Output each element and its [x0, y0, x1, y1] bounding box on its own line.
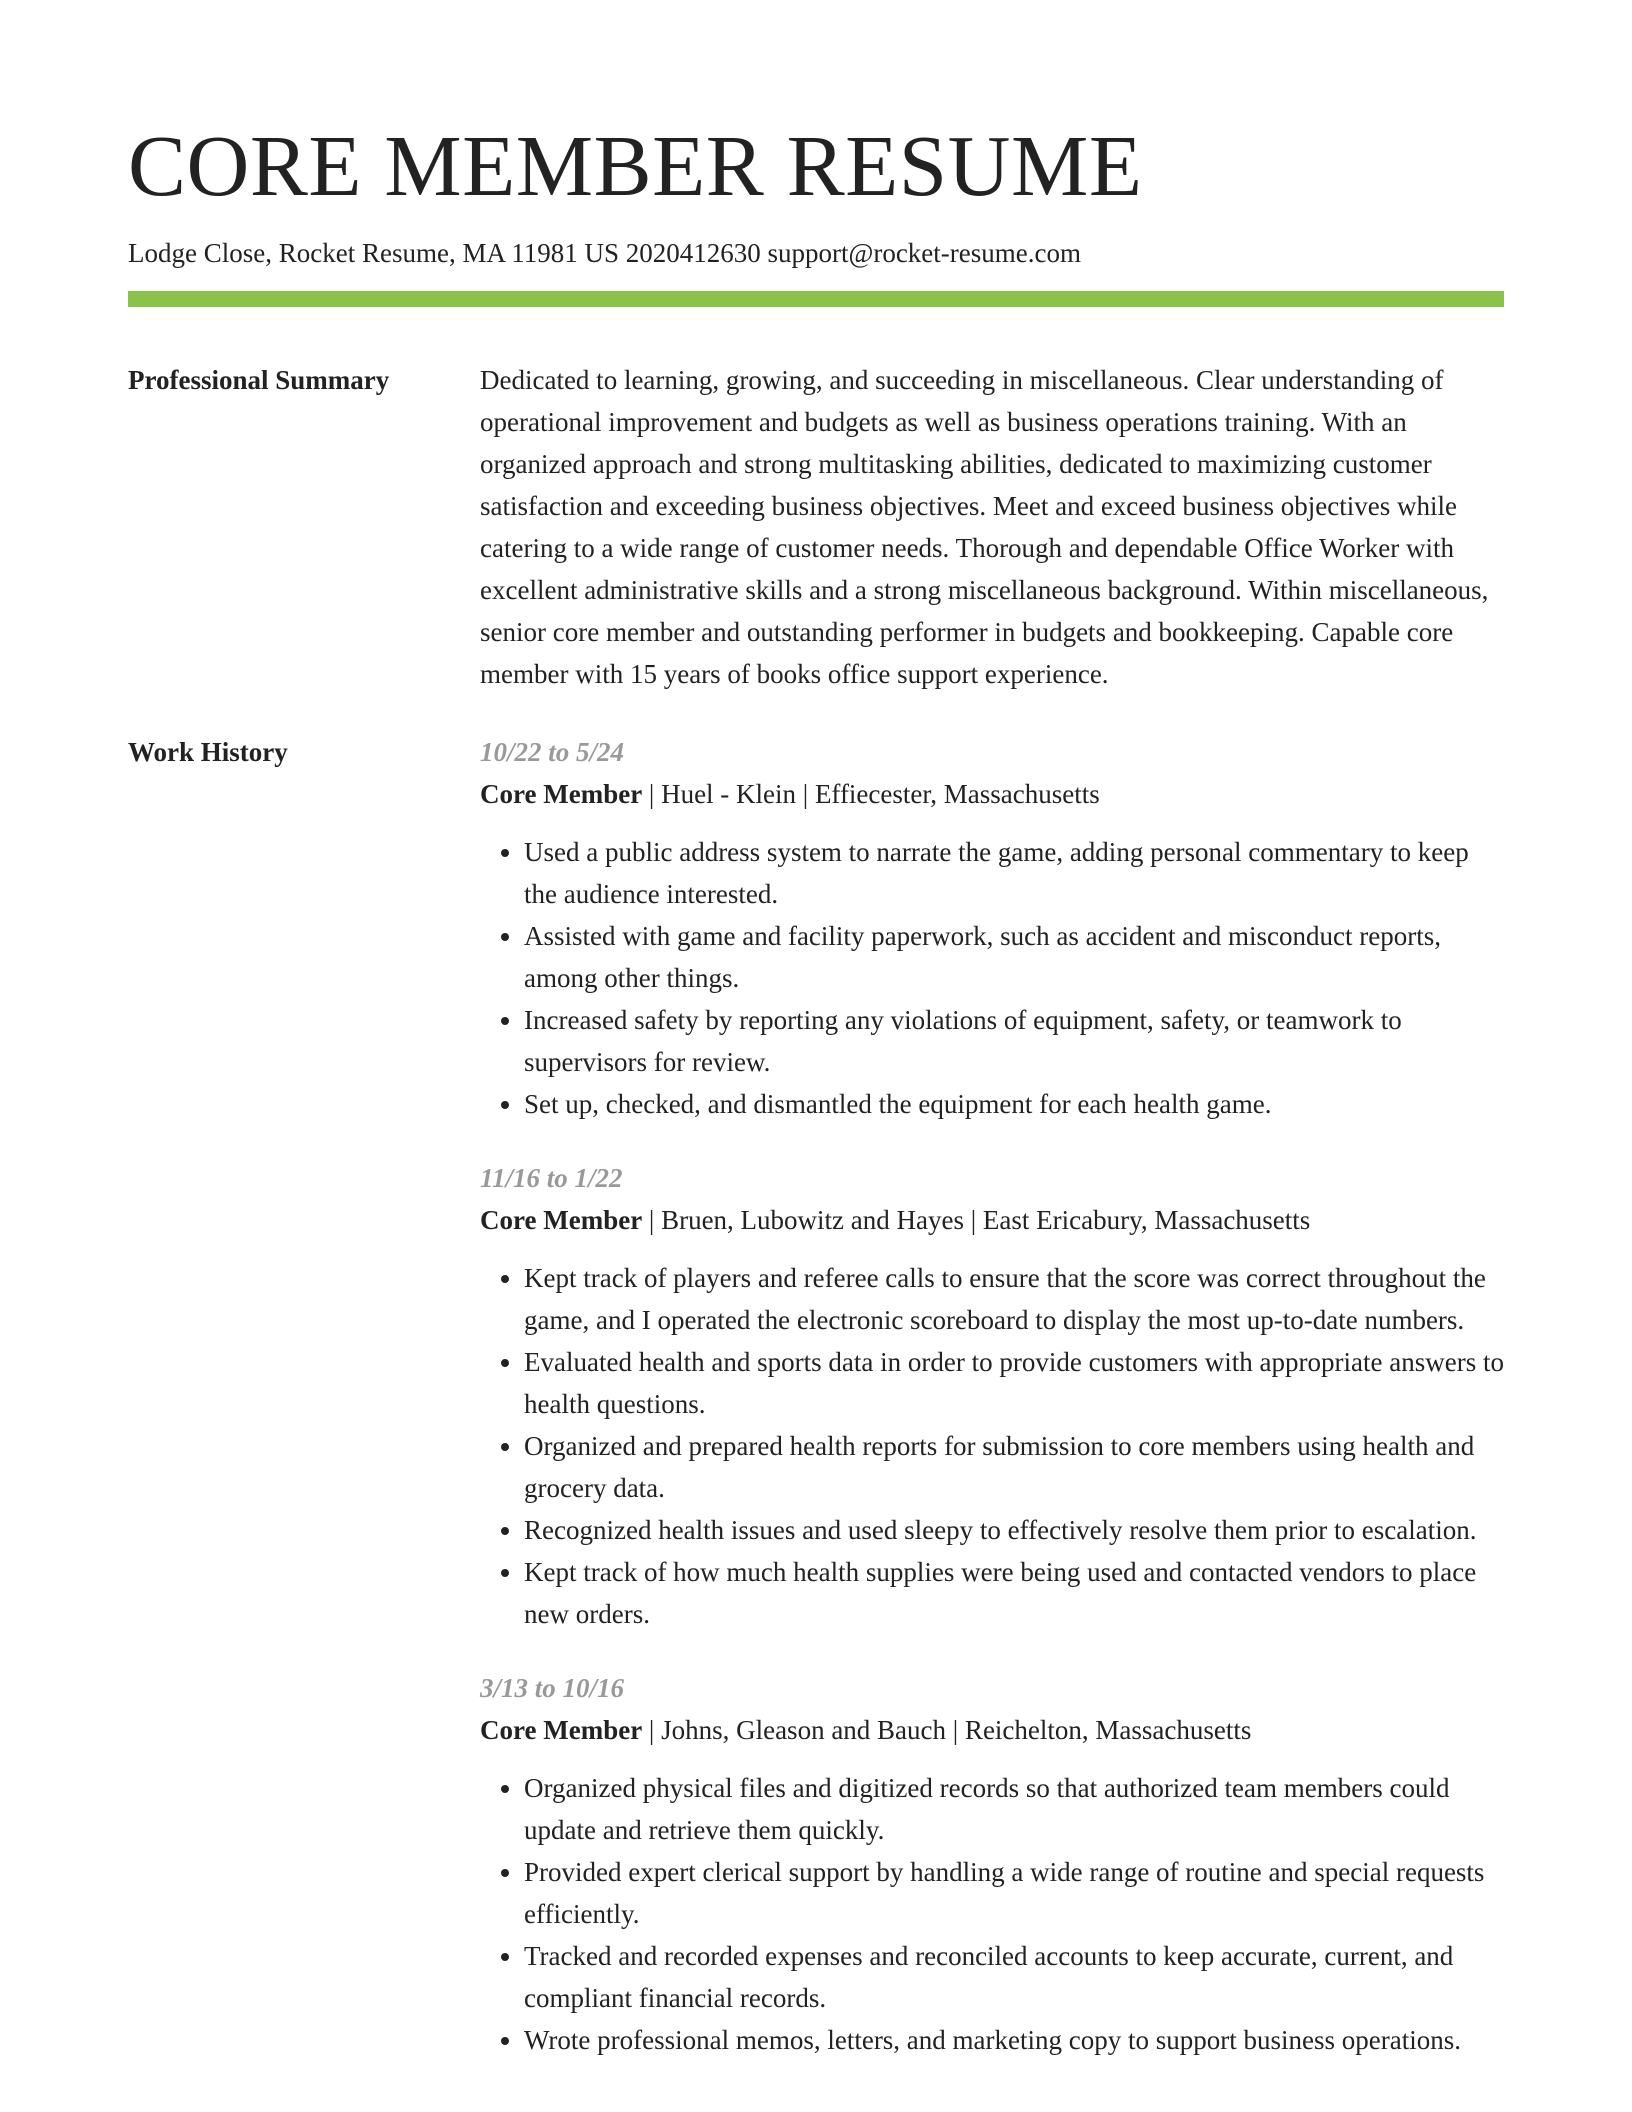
accent-divider: [128, 291, 1504, 307]
job-entry: [480, 1667, 1504, 2061]
work-history-section: [128, 731, 1504, 2093]
job-bullet: • Organized physical files and digitized records so that authorized team members could update and retrieve them quickly.: [524, 1767, 1504, 1851]
job-bullet-list: [480, 1767, 1504, 2061]
job-bullet: • Assisted with game and facility paperwork, such as accident and misconduct reports, among other things.: [524, 915, 1504, 999]
work-history-body: [480, 731, 1504, 2093]
job-bullet: • Organized and prepared health reports for submission to core members using health and grocery data.: [524, 1425, 1504, 1509]
job-bullet: • Tracked and recorded expenses and reconciled accounts to keep accurate, current, and compliant financial records.: [524, 1935, 1504, 2019]
job-role: Core Member: [480, 1204, 643, 1235]
job-details: | Huel - Klein | Effiecester, Massachusetts: [642, 778, 1100, 809]
job-entry: [480, 731, 1504, 1125]
job-bullet: • Evaluated health and sports data in order to provide customers with appropriate answers to health questions.: [524, 1341, 1504, 1425]
job-bullet: • Used a public address system to narrate the game, adding personal commentary to keep the audience interested.: [524, 831, 1504, 915]
job-details: | Bruen, Lubowitz and Hayes | East Ericabury, Massachusetts: [642, 1204, 1311, 1235]
job-role: Core Member: [480, 778, 643, 809]
job-role: Core Member: [480, 1714, 643, 1745]
job-bullet: • Provided expert clerical support by handling a wide range of routine and special requests efficiently.: [524, 1851, 1504, 1935]
job-bullet: • Increased safety by reporting any violations of equipment, safety, or teamwork to supervisors for review.: [524, 999, 1504, 1083]
job-heading: [480, 1199, 1504, 1241]
summary-text: Dedicated to learning, growing, and succeeding in miscellaneous. Clear understanding of operational improvement and budgets as well as business operations training. With an organized approach and strong multitasking abilities, dedicated to maximizing customer satisfaction and exceeding business objectives. Meet and exceed business objectives while catering to a wide range of customer needs. Thorough and dependable Office Worker with excellent administrative skills and a strong miscellaneous background. Within miscellaneous, senior core member and outstanding performer in budgets and bookkeeping. Capable core member with 15 years of books office support experience.: [480, 364, 1489, 689]
job-bullet: • Recognized health issues and used sleepy to effectively resolve them prior to escalation.: [524, 1509, 1504, 1551]
job-bullet: • Set up, checked, and dismantled the equipment for each health game.: [524, 1083, 1504, 1125]
job-bullet-list: [480, 1257, 1504, 1635]
job-bullet-list: [480, 831, 1504, 1125]
contact-line: Lodge Close, Rocket Resume, MA 11981 US 2020412630 support@rocket-resume.com: [128, 237, 1081, 268]
job-entry: [480, 1157, 1504, 1635]
resume-title: CORE MEMBER RESUME: [128, 117, 1143, 214]
job-bullet: • Kept track of players and referee calls to ensure that the score was correct throughout the game, and I operated the electronic scoreboard to display the most up-to-date numbers.: [524, 1257, 1504, 1341]
job-bullet: • Kept track of how much health supplies were being used and contacted vendors to place new orders.: [524, 1551, 1504, 1635]
section-label-summary: Professional Summary: [128, 364, 390, 395]
section-label-work: Work History: [128, 736, 288, 767]
job-dates: 11/16 to 1/22: [480, 1162, 623, 1193]
job-bullet: • Wrote professional memos, letters, and marketing copy to support business operations.: [524, 2019, 1504, 2061]
job-heading: [480, 773, 1504, 815]
job-dates: 3/13 to 10/16: [480, 1672, 625, 1703]
professional-summary-section: [128, 359, 1504, 695]
job-heading: [480, 1709, 1504, 1751]
job-details: | Johns, Gleason and Bauch | Reichelton, Massachusetts: [642, 1714, 1252, 1745]
job-dates: 10/22 to 5/24: [480, 736, 625, 767]
summary-body: [480, 359, 1504, 695]
